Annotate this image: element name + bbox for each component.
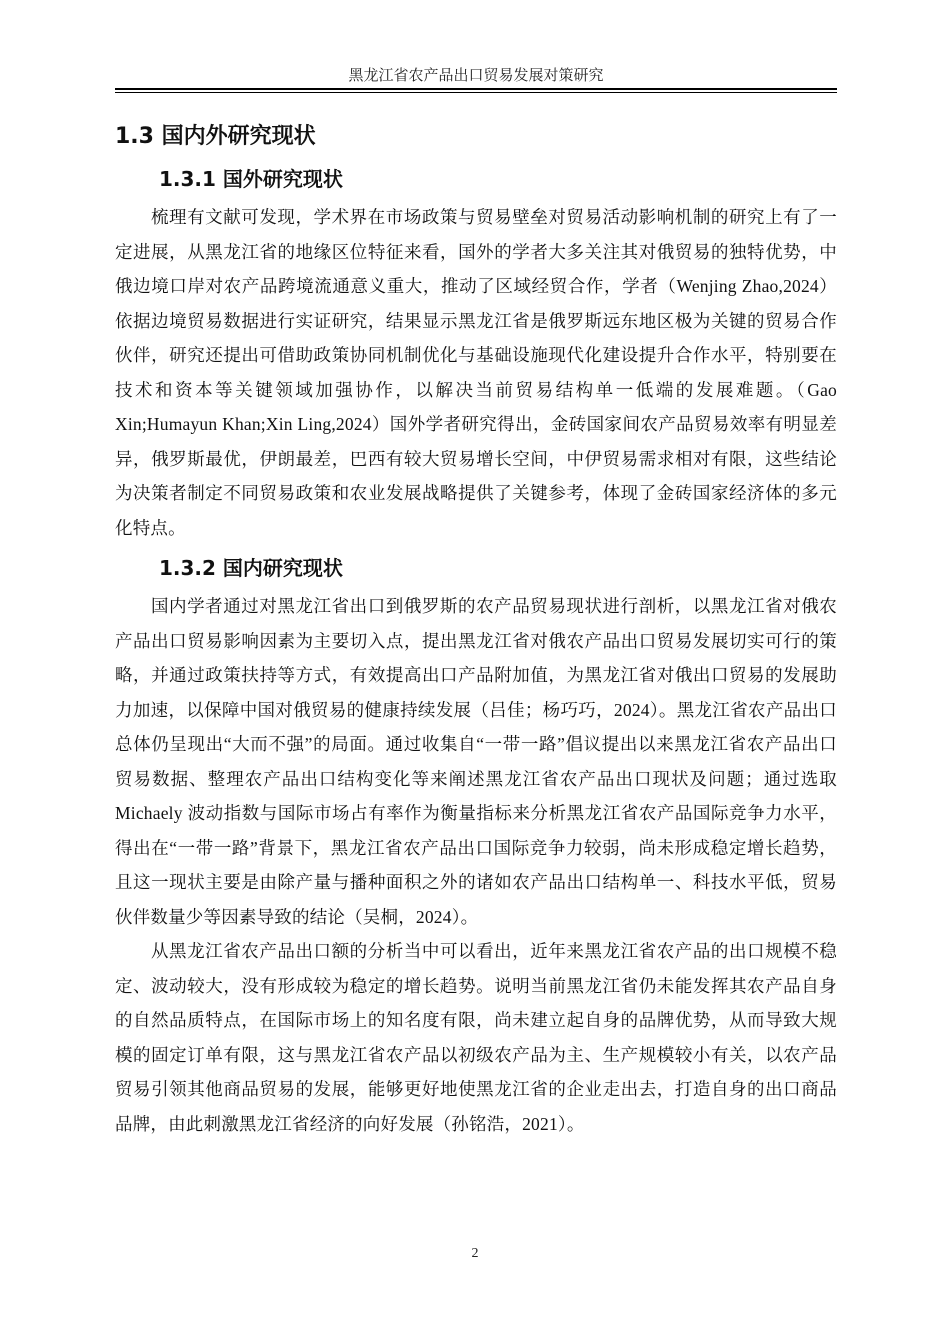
page-body	[115, 110, 837, 1141]
page-number: 2	[471, 1246, 479, 1261]
running-header: 黑龙江省农产品出口贸易发展对策研究	[348, 68, 604, 84]
paragraph-foreign-research: 梳理有文献可发现，学术界在市场政策与贸易壁垒对贸易活动影响机制的研究上有了一定进展，从黑龙江省的地缘区位特征来看，国外的学者大多关注其对俄贸易的独特优势，中俄边境口岸对农产品跨境流通意义重大，推动了区域经贸合作，学者（Wenjing Zhao,2024）依据边境贸易数据进行实证研究，结果显示黑龙江省是俄罗斯远东地区极为关键的贸易合作伙伴，研究还提出可借助政策协同机制优化与基础设施现代化建设提升合作水平，特别要在技术和资本等关键领域加强协作，以解决当前贸易结构单一低端的发展难题。（Gao Xin;Humayun Khan;Xin Ling,2024）国外学者研究得出，金砖国家间农产品贸易效率有明显差异，俄罗斯最优，伊朗最差，巴西有较大贸易增长空间，中伊贸易需求相对有限，这些结论为决策者制定不同贸易政策和农业发展战略提供了关键参考，体现了金砖国家经济体的多元化特点。	[115, 207, 837, 538]
paragraph-domestic-research-2: 从黑龙江省农产品出口额的分析当中可以看出，近年来黑龙江省农产品的出口规模不稳定、波动较大，没有形成较为稳定的增长趋势。说明当前黑龙江省仍未能发挥其农产品自身的自然品质特点，在国际市场上的知名度有限，尚未建立起自身的品牌优势，从而导致大规模的固定订单有限，这与黑龙江省农产品以初级农产品为主、生产规模较小有关，以农产品贸易引领其他商品贸易的发展，能够更好地使黑龙江省的企业走出去，打造自身的出口商品品牌，由此刺激黑龙江省经济的向好发展（孙铭浩，2021）。	[115, 941, 837, 1134]
subsection-title-domestic: 1.3.2 国内研究现状	[159, 556, 343, 580]
paragraph-domestic-research-1: 国内学者通过对黑龙江省出口到俄罗斯的农产品贸易现状进行剖析，以黑龙江省对俄农产品出口贸易影响因素为主要切入点，提出黑龙江省对俄农产品出口贸易发展切实可行的策略，并通过政策扶持等方式，有效提高出口产品附加值，为黑龙江省对俄出口贸易的发展助力加速，以保障中国对俄贸易的健康持续发展（吕佳；杨巧巧，2024）。黑龙江省农产品出口总体仍呈现出“大而不强”的局面。通过收集自“一带一路”倡议提出以来黑龙江省农产品出口贸易数据、整理农产品出口结构变化等来阐述黑龙江省农产品出口现状及问题；通过选取 Michaely 波动指数与国际市场占有率作为衡量指标来分析黑龙江省农产品国际竞争力水平，得出在“一带一路”背景下，黑龙江省农产品出口国际竞争力较弱，尚未形成稳定增长趋势，且这一现状主要是由除产量与播种面积之外的诸如农产品出口结构单一、科技水平低，贸易伙伴数量少等因素导致的结论（吴桐，2024）。	[115, 596, 837, 927]
section-title: 1.3 国内外研究现状	[115, 124, 316, 149]
header-rule-thin	[115, 92, 837, 93]
subsection-title-foreign: 1.3.1 国外研究现状	[159, 167, 343, 191]
header-rule-thick	[115, 88, 837, 90]
